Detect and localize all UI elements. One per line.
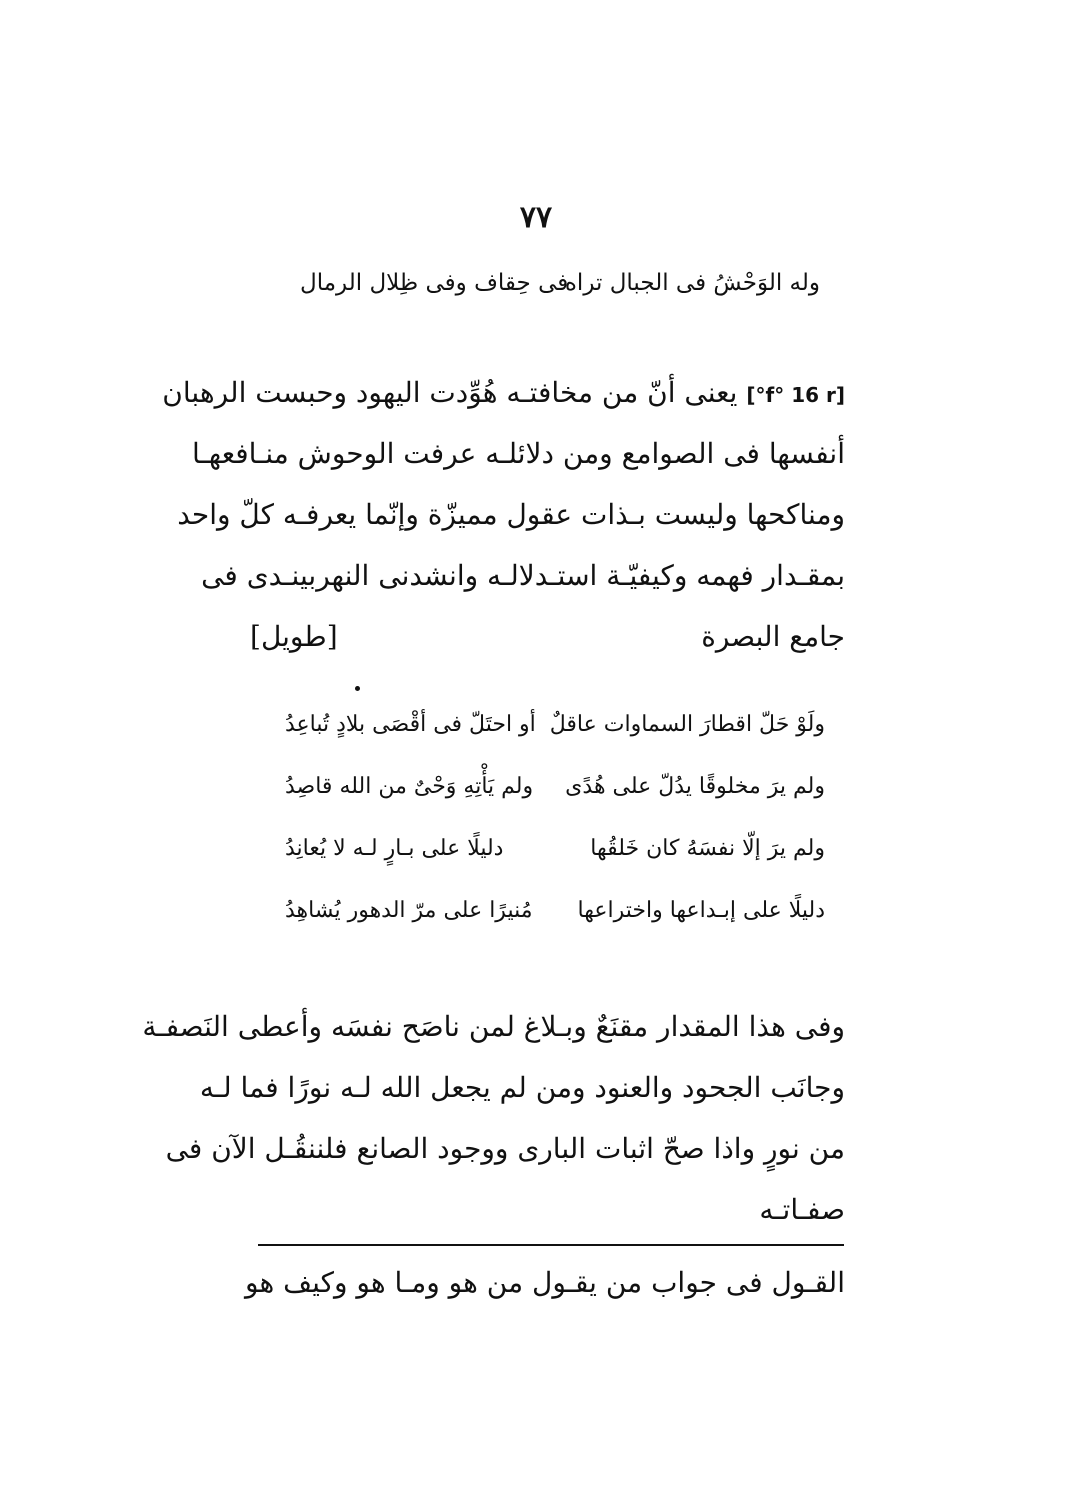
poem-second-hemistich: دليلًا على بـارٍ لـه لا يُعانِدُ xyxy=(285,836,504,861)
paragraph-line: ومناكحها وليست بـذات عقول مميزّة وإنّما يعرفـه كلّ واحد xyxy=(177,498,845,531)
paragraph-line-text: يعنى أنّ من مخافتـه هُوِّدت اليهود وحبست الرهبان xyxy=(162,376,738,409)
paragraph-line: وفى هذا المقدار مقنَعٌ وبـلاغ لمن ناصَح نفسَه وأعطى النَصفـة xyxy=(142,1010,845,1043)
paragraph-line xyxy=(162,362,845,423)
poem-verse xyxy=(285,898,825,960)
paragraph-line-text: جامع البصرة xyxy=(701,620,845,653)
section-divider xyxy=(258,1244,844,1246)
meter-label: [طويل] xyxy=(250,620,338,653)
paragraph-conclusion xyxy=(142,996,845,1240)
paragraph-line: وجانَب الجحود والعنود ومن لم يجعل الله لـه نورًا فما لـه xyxy=(199,1071,845,1104)
next-section-heading: القـول فى جواب من يقـول من هو ومـا هو وكيف هو xyxy=(245,1266,845,1299)
paragraph-commentary xyxy=(162,362,845,667)
opening-verse-first-hemistich: وله الوَحْشُ فى الجبال تراه xyxy=(564,270,820,296)
page-number: ٧٧ xyxy=(519,200,553,235)
stray-dot xyxy=(355,686,360,691)
paragraph-line: بمقـدار فهمه وكيفيّـة استـدلالـه وانشدنى النهربينـدى فى xyxy=(201,559,845,592)
paragraph-line: أنفسها فى الصوامع ومن دلائلـه عرفت الوحوش منـافعهـا xyxy=(192,437,845,470)
poem-first-hemistich: ولم يرَ إلّا نفسَهُ كان خَلقُها xyxy=(590,836,825,861)
poem-second-hemistich: مُنيرًا على مرّ الدهور يُشاهِدُ xyxy=(285,898,533,923)
folio-marker: [f° 16 r°] xyxy=(746,383,845,407)
poem-verse xyxy=(285,836,825,898)
poem-first-hemistich: دليلًا على إبـداعها واختراعها xyxy=(577,898,825,923)
poem-second-hemistich: ولم يَأْتِهِ وَحْىٌ من الله قاصِدُ xyxy=(285,774,534,799)
opening-verse-second-hemistich: فى حِقاف وفى ظِلال الرمال xyxy=(300,270,569,296)
paragraph-line: صفـاتـه xyxy=(759,1193,845,1226)
poem xyxy=(285,712,825,960)
poem-verse xyxy=(285,712,825,774)
paragraph-line xyxy=(250,606,845,667)
paragraph-line: من نورٍ واذا صحّ اثبات البارى ووجود الصانع فلننقُـل الآن فى xyxy=(165,1132,845,1165)
poem-verse xyxy=(285,774,825,836)
poem-first-hemistich: ولم يرَ مخلوقًا يدُلّ على هُدًى xyxy=(565,774,825,799)
poem-first-hemistich: ولَوْ حَلّ اقطارَ السماوات عاقلٌ xyxy=(549,712,825,737)
poem-second-hemistich: أو احتَلّ فى أقْصَى بلادٍ تُباعِدُ xyxy=(285,712,536,737)
opening-verse xyxy=(300,270,820,310)
